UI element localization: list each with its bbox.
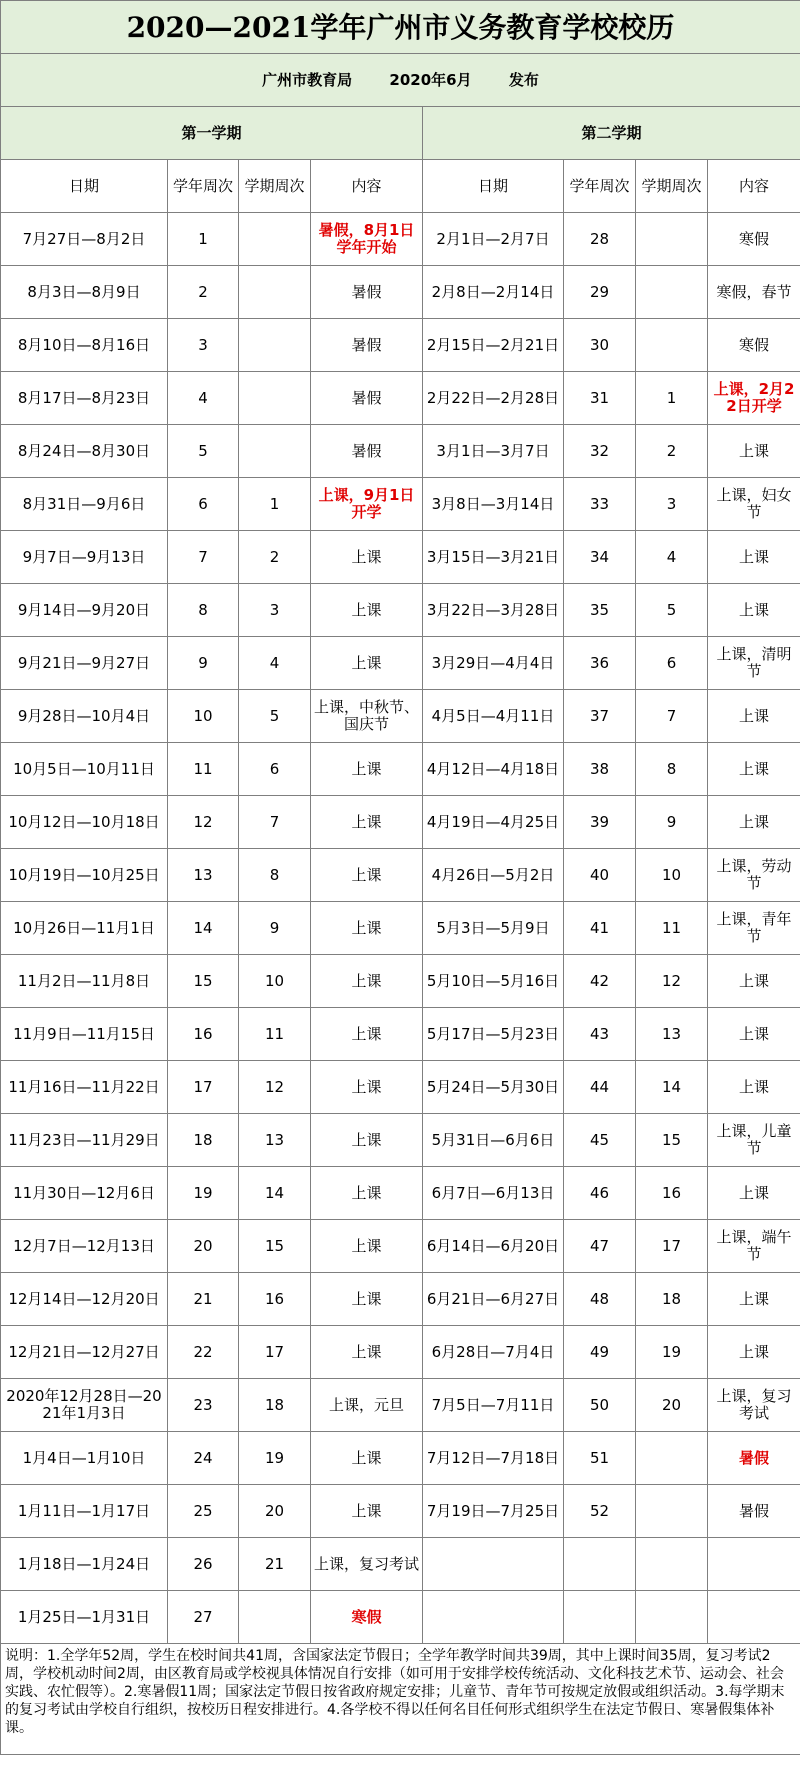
term-week-cell xyxy=(239,319,311,372)
term-week-cell: 15 xyxy=(239,1220,311,1273)
date-cell: 11月2日—11月8日 xyxy=(1,955,168,1008)
header-term-week: 学期周次 xyxy=(636,160,708,213)
content-cell: 上课 xyxy=(708,584,800,637)
year-week-cell: 43 xyxy=(564,1008,636,1061)
content-cell: 上课 xyxy=(311,637,423,690)
content-cell: 上课 xyxy=(708,796,800,849)
content-cell: 上课 xyxy=(311,902,423,955)
year-week-cell: 31 xyxy=(564,372,636,425)
content-cell: 上课 xyxy=(311,743,423,796)
date-cell: 5月3日—5月9日 xyxy=(423,902,564,955)
term-week-cell: 19 xyxy=(636,1326,708,1379)
date-cell: 9月14日—9月20日 xyxy=(1,584,168,637)
year-week-cell: 2 xyxy=(168,266,239,319)
content-cell: 寒假 xyxy=(311,1591,423,1644)
term-week-cell: 16 xyxy=(636,1167,708,1220)
year-week-cell: 16 xyxy=(168,1008,239,1061)
term-week-cell xyxy=(636,319,708,372)
content-cell: 上课 xyxy=(311,1432,423,1485)
content-cell: 上课 xyxy=(311,1008,423,1061)
year-week-cell: 23 xyxy=(168,1379,239,1432)
date-cell: 2月1日—2月7日 xyxy=(423,213,564,266)
year-week-cell: 20 xyxy=(168,1220,239,1273)
date-cell: 1月18日—1月24日 xyxy=(1,1538,168,1591)
term-week-cell: 12 xyxy=(636,955,708,1008)
content-cell: 上课 xyxy=(708,955,800,1008)
publish-word: 发布 xyxy=(508,70,539,89)
content-cell: 上课 xyxy=(311,1326,423,1379)
publisher: 广州市教育局 xyxy=(262,70,353,89)
date-cell: 4月12日—4月18日 xyxy=(423,743,564,796)
year-week-cell: 6 xyxy=(168,478,239,531)
term-week-cell: 16 xyxy=(239,1273,311,1326)
content-cell: 上课 xyxy=(311,1273,423,1326)
year-week-cell: 3 xyxy=(168,319,239,372)
year-week-cell: 22 xyxy=(168,1326,239,1379)
table-row xyxy=(1,849,800,902)
term-week-cell xyxy=(239,425,311,478)
table-row xyxy=(1,266,800,319)
term-week-cell xyxy=(636,1538,708,1591)
date-cell: 11月9日—11月15日 xyxy=(1,1008,168,1061)
date-cell: 3月15日—3月21日 xyxy=(423,531,564,584)
term-week-cell xyxy=(636,266,708,319)
term-week-cell: 3 xyxy=(636,478,708,531)
term-week-cell: 6 xyxy=(636,637,708,690)
table-row xyxy=(1,478,800,531)
header-date: 日期 xyxy=(1,160,168,213)
header-content: 内容 xyxy=(311,160,423,213)
term-week-cell: 4 xyxy=(239,637,311,690)
content-cell: 上课，端午节 xyxy=(708,1220,800,1273)
term-week-cell: 8 xyxy=(636,743,708,796)
table-row xyxy=(1,213,800,266)
term-week-cell: 11 xyxy=(239,1008,311,1061)
term-week-cell: 6 xyxy=(239,743,311,796)
semester1-header: 第一学期 xyxy=(1,107,423,160)
table-row xyxy=(1,1061,800,1114)
year-week-cell: 39 xyxy=(564,796,636,849)
year-week-cell: 26 xyxy=(168,1538,239,1591)
content-cell: 上课，元旦 xyxy=(311,1379,423,1432)
date-cell xyxy=(423,1538,564,1591)
term-week-cell: 2 xyxy=(239,531,311,584)
term-week-cell: 17 xyxy=(239,1326,311,1379)
table-row xyxy=(1,1379,800,1432)
term-week-cell xyxy=(239,213,311,266)
content-cell: 上课 xyxy=(708,531,800,584)
publish-line xyxy=(1,54,800,107)
term-week-cell: 7 xyxy=(636,690,708,743)
year-week-cell xyxy=(564,1591,636,1644)
content-cell: 寒假 xyxy=(708,319,800,372)
year-week-cell: 11 xyxy=(168,743,239,796)
table-row xyxy=(1,372,800,425)
content-cell: 暑假，8月1日学年开始 xyxy=(311,213,423,266)
date-cell: 12月21日—12月27日 xyxy=(1,1326,168,1379)
year-week-cell: 12 xyxy=(168,796,239,849)
publish-date: 2020年6月 xyxy=(389,70,472,89)
year-week-cell xyxy=(564,1538,636,1591)
year-week-cell: 28 xyxy=(564,213,636,266)
content-cell: 上课，中秋节、国庆节 xyxy=(311,690,423,743)
table-row xyxy=(1,1485,800,1538)
date-cell: 10月19日—10月25日 xyxy=(1,849,168,902)
term-week-cell xyxy=(636,1591,708,1644)
date-cell: 1月25日—1月31日 xyxy=(1,1591,168,1644)
content-cell: 上课 xyxy=(311,1061,423,1114)
date-cell: 8月24日—8月30日 xyxy=(1,425,168,478)
date-cell: 5月31日—6月6日 xyxy=(423,1114,564,1167)
header-term-week: 学期周次 xyxy=(239,160,311,213)
date-cell: 5月10日—5月16日 xyxy=(423,955,564,1008)
year-week-cell: 50 xyxy=(564,1379,636,1432)
content-cell: 上课 xyxy=(708,743,800,796)
date-cell: 5月17日—5月23日 xyxy=(423,1008,564,1061)
term-week-cell xyxy=(636,1485,708,1538)
table-row xyxy=(1,955,800,1008)
date-cell: 12月14日—12月20日 xyxy=(1,1273,168,1326)
date-cell: 7月27日—8月2日 xyxy=(1,213,168,266)
content-cell: 上课，妇女节 xyxy=(708,478,800,531)
date-cell: 11月23日—11月29日 xyxy=(1,1114,168,1167)
date-cell: 7月19日—7月25日 xyxy=(423,1485,564,1538)
content-cell: 暑假 xyxy=(311,425,423,478)
year-week-cell: 33 xyxy=(564,478,636,531)
content-cell: 上课，2月22日开学 xyxy=(708,372,800,425)
table-row xyxy=(1,1008,800,1061)
content-cell: 上课 xyxy=(311,955,423,1008)
term-week-cell: 13 xyxy=(239,1114,311,1167)
date-cell: 2020年12月28日—2021年1月3日 xyxy=(1,1379,168,1432)
term-week-cell: 14 xyxy=(636,1061,708,1114)
content-cell: 上课 xyxy=(311,584,423,637)
date-cell: 3月29日—4月4日 xyxy=(423,637,564,690)
year-week-cell: 1 xyxy=(168,213,239,266)
date-cell: 11月16日—11月22日 xyxy=(1,1061,168,1114)
term-week-cell: 18 xyxy=(636,1273,708,1326)
content-cell: 寒假，春节 xyxy=(708,266,800,319)
year-week-cell: 7 xyxy=(168,531,239,584)
content-cell: 暑假 xyxy=(311,319,423,372)
content-cell xyxy=(708,1538,800,1591)
year-week-cell: 46 xyxy=(564,1167,636,1220)
term-week-cell: 5 xyxy=(636,584,708,637)
table-row xyxy=(1,743,800,796)
table-row xyxy=(1,1326,800,1379)
date-cell: 6月7日—6月13日 xyxy=(423,1167,564,1220)
term-week-cell: 15 xyxy=(636,1114,708,1167)
date-cell: 10月26日—11月1日 xyxy=(1,902,168,955)
date-cell: 6月28日—7月4日 xyxy=(423,1326,564,1379)
date-cell: 2月8日—2月14日 xyxy=(423,266,564,319)
date-cell: 1月4日—1月10日 xyxy=(1,1432,168,1485)
date-cell: 7月12日—7月18日 xyxy=(423,1432,564,1485)
table-row xyxy=(1,902,800,955)
year-week-cell: 34 xyxy=(564,531,636,584)
date-cell: 4月5日—4月11日 xyxy=(423,690,564,743)
table-row xyxy=(1,1591,800,1644)
term-week-cell: 17 xyxy=(636,1220,708,1273)
date-cell: 2月22日—2月28日 xyxy=(423,372,564,425)
date-cell: 12月7日—12月13日 xyxy=(1,1220,168,1273)
content-cell: 上课，复习考试 xyxy=(311,1538,423,1591)
date-cell xyxy=(423,1591,564,1644)
content-cell: 上课 xyxy=(311,1220,423,1273)
content-cell: 暑假 xyxy=(311,372,423,425)
year-week-cell: 42 xyxy=(564,955,636,1008)
content-cell xyxy=(708,1591,800,1644)
year-week-cell: 17 xyxy=(168,1061,239,1114)
content-cell: 上课，清明节 xyxy=(708,637,800,690)
term-week-cell: 14 xyxy=(239,1167,311,1220)
header-date: 日期 xyxy=(423,160,564,213)
date-cell: 11月30日—12月6日 xyxy=(1,1167,168,1220)
date-cell: 1月11日—1月17日 xyxy=(1,1485,168,1538)
year-week-cell: 44 xyxy=(564,1061,636,1114)
page-title: 2020—2021学年广州市义务教育学校校历 xyxy=(1,1,800,54)
term-week-cell: 9 xyxy=(636,796,708,849)
table-row xyxy=(1,584,800,637)
year-week-cell: 41 xyxy=(564,902,636,955)
term-week-cell: 4 xyxy=(636,531,708,584)
term-week-cell xyxy=(239,372,311,425)
year-week-cell: 29 xyxy=(564,266,636,319)
table-row xyxy=(1,1114,800,1167)
year-week-cell: 52 xyxy=(564,1485,636,1538)
term-week-cell: 18 xyxy=(239,1379,311,1432)
content-cell: 上课 xyxy=(708,425,800,478)
year-week-cell: 24 xyxy=(168,1432,239,1485)
notes: 说明：1.全学年52周，学生在校时间共41周，含国家法定节假日；全学年教学时间共39周，其中上课时间35周，复习考试2周，学校机动时间2周，由区教育局或学校视具体情况自行安排（如可用于安排学校传统活动、文化科技艺术节、运动会、社会实践、农忙假等）。2.寒暑假11周；国家法定节假日按省政府规定安排；儿童节、青年节可按规定放假或组织活动。3.每学期末的复习考试由学校自行组织，按校历日程安排进行。4.各学校不得以任何名目任何形式组织学生在法定节假日、寒暑假集体补课。 xyxy=(1,1644,800,1755)
year-week-cell: 4 xyxy=(168,372,239,425)
content-cell: 上课 xyxy=(311,1167,423,1220)
content-cell: 暑假 xyxy=(708,1485,800,1538)
date-cell: 8月10日—8月16日 xyxy=(1,319,168,372)
date-cell: 9月7日—9月13日 xyxy=(1,531,168,584)
year-week-cell: 21 xyxy=(168,1273,239,1326)
content-cell: 上课 xyxy=(708,1008,800,1061)
year-week-cell: 45 xyxy=(564,1114,636,1167)
content-cell: 上课 xyxy=(708,1167,800,1220)
content-cell: 上课 xyxy=(311,531,423,584)
year-week-cell: 38 xyxy=(564,743,636,796)
date-cell: 3月8日—3月14日 xyxy=(423,478,564,531)
year-week-cell: 10 xyxy=(168,690,239,743)
date-cell: 6月14日—6月20日 xyxy=(423,1220,564,1273)
term-week-cell xyxy=(239,266,311,319)
term-week-cell: 11 xyxy=(636,902,708,955)
year-week-cell: 35 xyxy=(564,584,636,637)
date-cell: 4月19日—4月25日 xyxy=(423,796,564,849)
header-year-week: 学年周次 xyxy=(564,160,636,213)
year-week-cell: 32 xyxy=(564,425,636,478)
date-cell: 8月3日—8月9日 xyxy=(1,266,168,319)
year-week-cell: 48 xyxy=(564,1273,636,1326)
term-week-cell: 7 xyxy=(239,796,311,849)
term-week-cell: 9 xyxy=(239,902,311,955)
date-cell: 2月15日—2月21日 xyxy=(423,319,564,372)
year-week-cell: 25 xyxy=(168,1485,239,1538)
content-cell: 上课，青年节 xyxy=(708,902,800,955)
term-week-cell: 1 xyxy=(239,478,311,531)
content-cell: 上课，劳动节 xyxy=(708,849,800,902)
year-week-cell: 9 xyxy=(168,637,239,690)
content-cell: 上课 xyxy=(311,849,423,902)
date-cell: 3月22日—3月28日 xyxy=(423,584,564,637)
term-week-cell: 1 xyxy=(636,372,708,425)
content-cell: 上课 xyxy=(311,1485,423,1538)
term-week-cell xyxy=(239,1591,311,1644)
table-row xyxy=(1,796,800,849)
content-cell: 上课 xyxy=(708,690,800,743)
table-row xyxy=(1,1220,800,1273)
year-week-cell: 40 xyxy=(564,849,636,902)
table-row xyxy=(1,1167,800,1220)
content-cell: 暑假 xyxy=(708,1432,800,1485)
content-cell: 寒假 xyxy=(708,213,800,266)
year-week-cell: 47 xyxy=(564,1220,636,1273)
year-week-cell: 18 xyxy=(168,1114,239,1167)
date-cell: 10月5日—10月11日 xyxy=(1,743,168,796)
term-week-cell: 3 xyxy=(239,584,311,637)
date-cell: 7月5日—7月11日 xyxy=(423,1379,564,1432)
table-row xyxy=(1,531,800,584)
term-week-cell: 2 xyxy=(636,425,708,478)
term-week-cell: 5 xyxy=(239,690,311,743)
table-row xyxy=(1,690,800,743)
date-cell: 10月12日—10月18日 xyxy=(1,796,168,849)
content-cell: 上课 xyxy=(708,1061,800,1114)
date-cell: 8月31日—9月6日 xyxy=(1,478,168,531)
year-week-cell: 14 xyxy=(168,902,239,955)
date-cell: 3月1日—3月7日 xyxy=(423,425,564,478)
year-week-cell: 30 xyxy=(564,319,636,372)
content-cell: 上课 xyxy=(311,1114,423,1167)
year-week-cell: 15 xyxy=(168,955,239,1008)
date-cell: 8月17日—8月23日 xyxy=(1,372,168,425)
year-week-cell: 19 xyxy=(168,1167,239,1220)
year-week-cell: 36 xyxy=(564,637,636,690)
content-cell: 暑假 xyxy=(311,266,423,319)
term-week-cell: 21 xyxy=(239,1538,311,1591)
term-week-cell: 10 xyxy=(636,849,708,902)
table-row xyxy=(1,425,800,478)
content-cell: 上课 xyxy=(708,1326,800,1379)
date-cell: 9月28日—10月4日 xyxy=(1,690,168,743)
term-week-cell: 19 xyxy=(239,1432,311,1485)
header-year-week: 学年周次 xyxy=(168,160,239,213)
date-cell: 5月24日—5月30日 xyxy=(423,1061,564,1114)
term-week-cell: 20 xyxy=(636,1379,708,1432)
year-week-cell: 51 xyxy=(564,1432,636,1485)
year-week-cell: 27 xyxy=(168,1591,239,1644)
term-week-cell: 10 xyxy=(239,955,311,1008)
term-week-cell xyxy=(636,1432,708,1485)
content-cell: 上课 xyxy=(311,796,423,849)
table-row xyxy=(1,637,800,690)
year-week-cell: 37 xyxy=(564,690,636,743)
term-week-cell: 20 xyxy=(239,1485,311,1538)
content-cell: 上课 xyxy=(708,1273,800,1326)
table-row xyxy=(1,1538,800,1591)
date-cell: 6月21日—6月27日 xyxy=(423,1273,564,1326)
term-week-cell: 8 xyxy=(239,849,311,902)
year-week-cell: 13 xyxy=(168,849,239,902)
header-content: 内容 xyxy=(708,160,800,213)
table-row xyxy=(1,1273,800,1326)
table-row xyxy=(1,1432,800,1485)
year-week-cell: 49 xyxy=(564,1326,636,1379)
term-week-cell: 13 xyxy=(636,1008,708,1061)
date-cell: 4月26日—5月2日 xyxy=(423,849,564,902)
term-week-cell xyxy=(636,213,708,266)
table-row xyxy=(1,319,800,372)
content-cell: 上课，复习考试 xyxy=(708,1379,800,1432)
year-week-cell: 5 xyxy=(168,425,239,478)
year-week-cell: 8 xyxy=(168,584,239,637)
semester2-header: 第二学期 xyxy=(423,107,800,160)
date-cell: 9月21日—9月27日 xyxy=(1,637,168,690)
content-cell: 上课，儿童节 xyxy=(708,1114,800,1167)
content-cell: 上课，9月1日开学 xyxy=(311,478,423,531)
term-week-cell: 12 xyxy=(239,1061,311,1114)
